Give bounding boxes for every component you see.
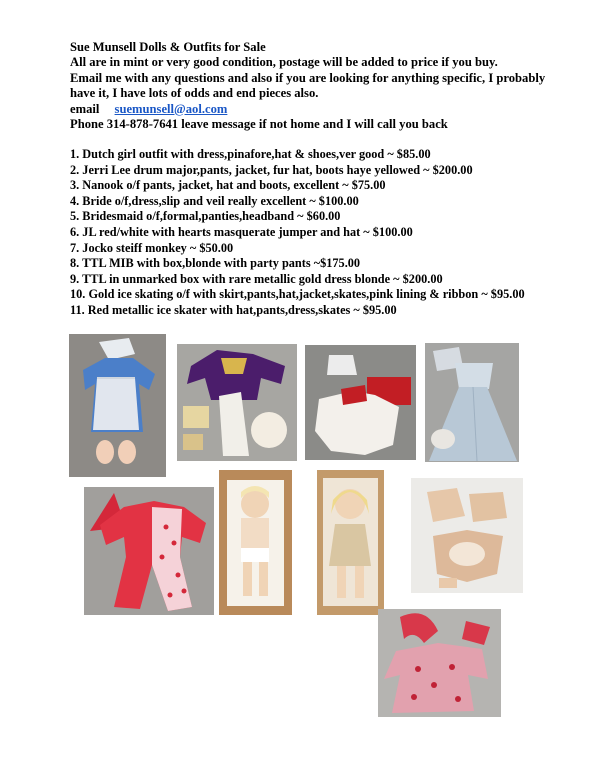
condition-note: All are in mint or very good condition, postage will be added to price if you buy. bbox=[70, 55, 498, 70]
red-metallic-ice-skater-photo bbox=[378, 609, 501, 717]
contact-note: Email me with any questions and also if you are looking for anything specific, I probably have it, I have lots of odds and end pieces also. bbox=[70, 70, 546, 101]
phone-line: Phone 314-878-7641 leave message if not home and I will call you back bbox=[70, 117, 448, 132]
item-list bbox=[70, 147, 550, 319]
ttl-doll-mib-photo bbox=[219, 470, 292, 615]
list-item: 6. JL red/white with hearts masquerate jumper and hat ~ $100.00 bbox=[70, 224, 413, 239]
page-title: Sue Munsell Dolls & Outfits for Sale bbox=[70, 40, 266, 54]
list-item: 1. Dutch girl outfit with dress,pinafore,hat & shoes,ver good ~ $85.00 bbox=[70, 147, 431, 161]
list-item: 3. Nanook o/f pants, jacket, hat and boots, excellent ~ $75.00 bbox=[70, 178, 386, 193]
bride-outfit-photo bbox=[425, 343, 519, 462]
list-item: 11. Red metallic ice skater with hat,pants,dress,skates ~ $95.00 bbox=[70, 302, 397, 317]
list-item: 2. Jerri Lee drum major,pants, jacket, fur hat, boots haye yellowed ~ $200.00 bbox=[70, 162, 473, 177]
jerri-lee-drum-major-photo bbox=[177, 344, 297, 461]
list-item: 9. TTL in unmarked box with rare metallic gold dress blonde ~ $200.00 bbox=[70, 271, 443, 286]
dutch-girl-outfit-photo bbox=[69, 334, 166, 477]
email-link[interactable]: suemunsell@aol.com bbox=[114, 101, 228, 116]
header bbox=[70, 40, 570, 132]
list-item: 4. Bride o/f,dress,slip and veil really excellent ~ $100.00 bbox=[70, 193, 359, 208]
list-item: 7. Jocko steiff monkey ~ $50.00 bbox=[70, 240, 234, 255]
list-item: 10. Gold ice skating o/f with skirt,pants,hat,jacket,skates,pink lining & ribbon ~ $95.00 bbox=[70, 287, 525, 302]
gold-ice-skating-outfit-photo bbox=[411, 478, 523, 593]
list-item: 5. Bridesmaid o/f,formal,panties,headband ~ $60.00 bbox=[70, 209, 341, 224]
email-label: email bbox=[70, 101, 100, 116]
masquerade-jumper-photo bbox=[84, 487, 214, 615]
nanook-outfit-photo bbox=[305, 345, 416, 460]
email-row bbox=[70, 102, 570, 117]
list-item: 8. TTL MIB with box,blonde with party pants ~$175.00 bbox=[70, 256, 361, 271]
ttl-doll-unmarked-box-photo bbox=[317, 470, 384, 615]
